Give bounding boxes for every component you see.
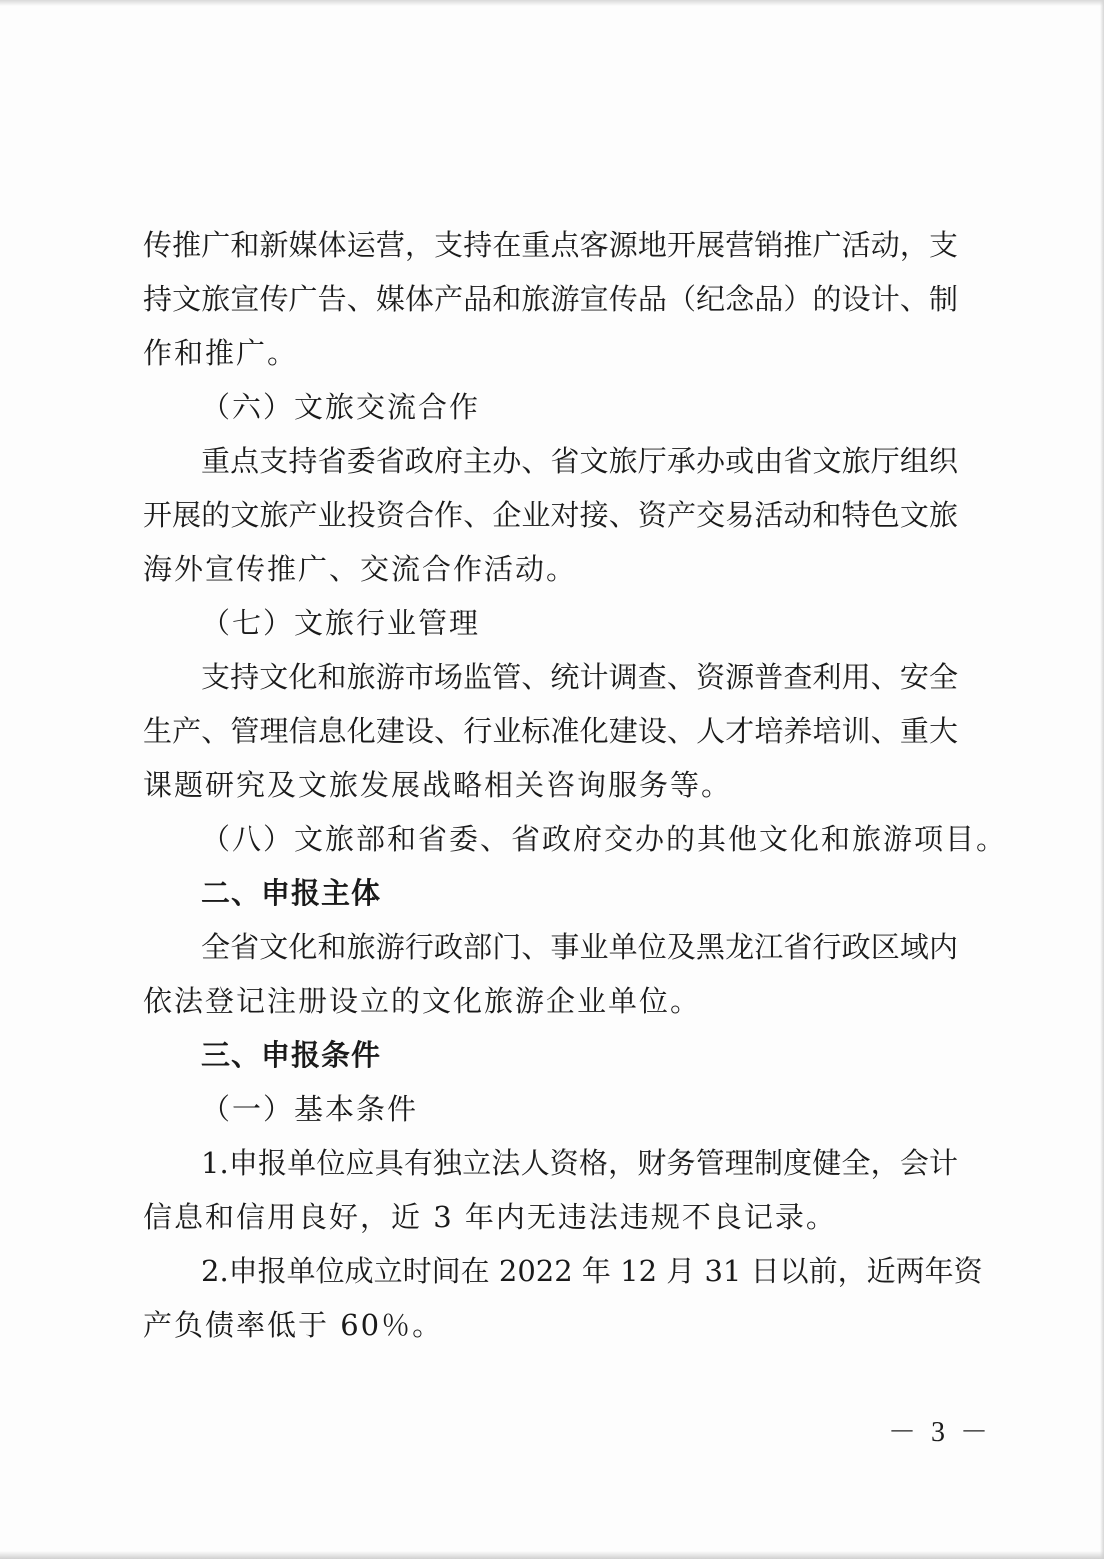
paragraph-line: 依法登记注册设立的文化旅游企业单位。 [143,984,702,1018]
scan-top-edge [0,0,1104,6]
paragraph-line: 开展的文旅产业投资合作、企业对接、资产交易活动和特色文旅 [143,498,958,532]
section-heading-7: （七）文旅行业管理 [201,606,481,640]
paragraph-line: 支持文化和旅游市场监管、统计调查、资源普查利用、安全 [201,660,958,694]
scan-right-edge [1100,0,1104,1559]
chapter-heading-conditions: 三、申报条件 [201,1038,382,1072]
paragraph-line: 2.申报单位成立时间在 2022 年 12 月 31 日以前，近两年资 [201,1254,983,1288]
paragraph-line: 海外宣传推广、交流合作活动。 [143,552,578,586]
section-heading-basic-conditions: （一）基本条件 [201,1092,419,1126]
paragraph-line: 持文旅宣传广告、媒体产品和旅游宣传品（纪念品）的设计、制 [143,282,958,316]
paragraph-line: 信息和信用良好，近 3 年内无违法违规不良记录。 [143,1200,837,1234]
document-body [143,218,1008,1352]
paragraph-line: 重点支持省委省政府主办、省文旅厅承办或由省文旅厅组织 [201,444,958,478]
paragraph-line: 生产、管理信息化建设、行业标准化建设、人才培养培训、重大 [143,714,958,748]
paragraph-line: 产负债率低于 60％。 [143,1308,444,1342]
paragraph-line: 传推广和新媒体运营，支持在重点客源地开展营销推广活动，支 [143,228,958,262]
chapter-heading-applicants: 二、申报主体 [201,876,382,910]
paragraph-line: 课题研究及文旅发展战略相关咨询服务等。 [143,768,733,802]
paragraph-line: 全省文化和旅游行政部门、事业单位及黑龙江省行政区域内 [201,930,958,964]
section-heading-6: （六）文旅交流合作 [201,390,481,424]
paragraph-line: 作和推广。 [143,336,299,370]
section-heading-8: （八）文旅部和省委、省政府交办的其他文化和旅游项目。 [201,822,1008,856]
page-number: － 3 － [888,1417,993,1448]
scan-bottom-edge [0,1551,1104,1559]
paragraph-line: 1.申报单位应具有独立法人资格，财务管理制度健全，会计 [201,1146,958,1180]
